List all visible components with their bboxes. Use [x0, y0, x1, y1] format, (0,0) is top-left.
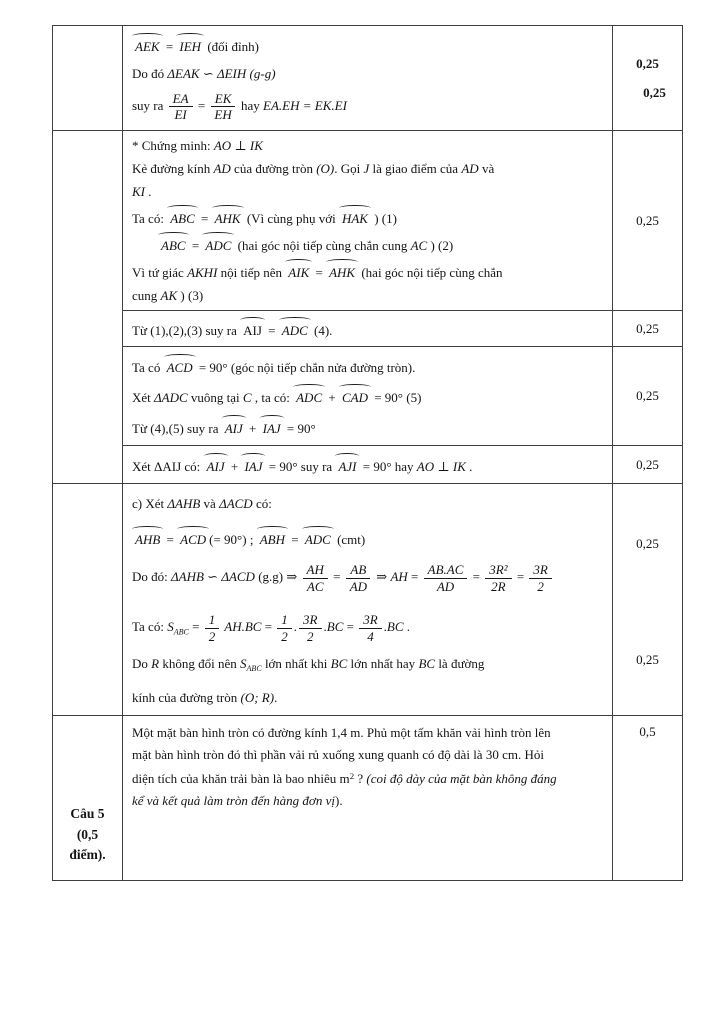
text-run: Do đó: [132, 569, 171, 585]
content-line [132, 493, 604, 514]
text-run: = 90° (góc nội tiếp chắn nửa đường tròn). [195, 359, 416, 375]
content-line [132, 452, 604, 477]
text-run: = [194, 97, 209, 113]
question-label-cell [53, 26, 123, 130]
angle-arc-notation: HAK [340, 204, 370, 229]
question-label-line: điểm). [69, 846, 106, 862]
points-value: 0,25 [636, 651, 659, 667]
content-line [132, 414, 604, 439]
math-variable: IK [249, 138, 263, 153]
answer-row [123, 346, 682, 445]
text-run: . [465, 459, 473, 474]
fraction [424, 562, 468, 594]
answer-content-cell [123, 446, 613, 483]
angle-arc-notation: ACD [165, 353, 195, 378]
math-variable: AC [410, 238, 428, 253]
text-run: Do đó [132, 65, 168, 81]
text-run: là đường [435, 655, 485, 671]
points-value: 0,25 [636, 212, 659, 228]
text-run: Từ (4),(5) suy ra [132, 421, 222, 437]
text-run: Ta có: [132, 619, 168, 634]
math-variable: J [363, 161, 370, 176]
fraction-numerator: AB.AC [424, 562, 468, 579]
text-run: . Gọi [334, 161, 364, 176]
text-run: ⊥ [231, 138, 250, 153]
text-run: ) (2) [427, 238, 454, 253]
fraction-numerator: EA [169, 91, 193, 108]
points-cell [613, 347, 682, 445]
points-cell [613, 26, 682, 130]
angle-arc-notation: ACD [178, 525, 208, 550]
points-value: 0,25 [636, 320, 659, 336]
fraction-denominator: 4 [367, 628, 374, 644]
fraction-numerator: 3R² [485, 562, 511, 579]
row-group [53, 26, 682, 130]
text-run: hay [237, 97, 264, 113]
content-line [132, 158, 604, 179]
text-run: lớn nhất hay [347, 655, 419, 671]
points-value: 0,25 [636, 456, 659, 472]
math-variable: ΔAHB [167, 495, 201, 511]
math-variable: kể và kết quả làm tròn đến hàng đơn vị [132, 792, 335, 808]
math-variable: ΔACD [219, 495, 253, 511]
text-run: = [197, 211, 212, 226]
text-run: nội tiếp nên [217, 265, 286, 280]
fraction-denominator: 2 [281, 628, 288, 644]
row-group-body [123, 716, 682, 880]
text-run: = 90° (5) [370, 390, 422, 406]
fraction [303, 562, 328, 594]
fraction-numerator: EK [211, 91, 236, 108]
subscript: ABC [246, 664, 262, 674]
text-run: Vì tứ giác [132, 265, 188, 280]
math-variable: BC [418, 655, 436, 671]
points-cell [613, 311, 682, 346]
text-run: (đối đỉnh) [204, 38, 259, 54]
text-run: ⇒ [373, 569, 391, 585]
answer-content-cell [123, 716, 613, 880]
math-variable: (O) [316, 161, 335, 176]
answer-row [123, 445, 682, 483]
angle-arc-notation: ABC [159, 231, 188, 256]
text-run: và [478, 161, 495, 176]
content-line [132, 561, 604, 595]
text-run: kính của đường tròn [132, 690, 241, 706]
content-line [132, 687, 604, 708]
text-run: Từ (1),(2),(3) suy ra [132, 323, 241, 338]
points-cell [613, 484, 682, 604]
text-run: = [343, 619, 358, 634]
text-run: . [323, 619, 327, 634]
math-variable: EA.EH = EK.EI [263, 97, 347, 113]
answer-content-cell [123, 484, 613, 604]
text-run: có: [252, 495, 272, 511]
content-line [132, 722, 604, 743]
math-variable: ΔACD [221, 569, 255, 585]
text-run: Một mặt bàn hình tròn có đường kính 1,4 m. Phủ một tấm khăn vải hình tròn lên [132, 725, 551, 740]
fraction [205, 612, 220, 644]
fraction [169, 91, 193, 123]
content-line [132, 204, 604, 229]
row-group [53, 715, 682, 880]
fraction-denominator: 2 [208, 628, 216, 644]
math-variable: IK [452, 459, 466, 474]
row-group [53, 483, 682, 715]
fraction-numerator: 1 [205, 612, 220, 629]
fraction-denominator: AD [349, 578, 368, 594]
angle-arc-notation: CAD [340, 383, 370, 408]
fraction-numerator: 3R [529, 562, 551, 579]
text-run: ⊥ [434, 459, 453, 474]
text-run: là giao điểm của [369, 161, 462, 176]
math-variable: C [242, 390, 252, 406]
math-variable: (coi độ dày của mặt bàn không đáng [366, 770, 557, 786]
math-variable: AD [461, 161, 479, 176]
text-run: . [403, 619, 411, 634]
text-run: (g.g) ⇒ [254, 569, 301, 585]
content-line [132, 611, 604, 645]
math-variable: (O; R) [240, 690, 275, 706]
row-group-body [123, 484, 682, 715]
math-variable: AO [416, 459, 435, 474]
text-run: = [513, 569, 528, 585]
math-variable: (g-g) [249, 65, 276, 81]
content-line [132, 383, 604, 408]
text-run: vuông tại [187, 390, 243, 406]
text-run: ). [334, 792, 343, 808]
fraction [529, 562, 551, 594]
content-line [132, 790, 604, 811]
content-line [132, 525, 604, 550]
text-run: (hai góc nội tiếp cùng chắn [358, 265, 503, 280]
math-variable: KI [132, 184, 145, 199]
question-label-line: Câu 5 [70, 806, 105, 822]
answer-content-cell [123, 347, 613, 445]
answer-content-cell [123, 604, 613, 715]
fraction-numerator: AB [346, 562, 370, 579]
content-line [132, 353, 604, 378]
answer-table [52, 25, 683, 881]
math-variable: BC [386, 619, 404, 634]
content-line [132, 258, 604, 283]
angle-arc-notation: AHK [327, 258, 357, 283]
text-run: diện tích của khăn trải bàn là bao nhiêu m [132, 770, 350, 786]
text-run: ∽ [203, 569, 222, 585]
math-variable: ΔEAK [167, 65, 200, 81]
text-run: ) (3) [177, 288, 204, 303]
math-variable: AK [160, 288, 178, 303]
text-run: = [188, 619, 203, 634]
text-run: = [261, 619, 276, 634]
angle-arc-notation: AJI [336, 452, 358, 477]
answer-row [123, 310, 682, 346]
text-run: Do [132, 655, 152, 671]
content-line [132, 766, 604, 789]
angle-arc-notation: AIJ [241, 316, 264, 341]
superscript: 2 [349, 771, 355, 781]
text-run: Xét [132, 390, 155, 406]
points-value: 0,25 [643, 84, 666, 100]
points-cell [613, 446, 682, 483]
text-run: = [329, 569, 344, 585]
angle-arc-notation: IEH [177, 32, 203, 57]
points-cell [613, 131, 682, 310]
answer-content-cell [123, 311, 613, 346]
points-value: 0,25 [636, 388, 659, 403]
text-run: c) Xét [132, 495, 168, 511]
fraction-numerator: AH [303, 562, 328, 579]
content-line [132, 231, 604, 256]
text-run: (= 90°) ; [209, 531, 257, 547]
fraction-denominator: AC [306, 578, 324, 594]
answer-content-cell [123, 131, 613, 310]
fraction [277, 612, 292, 644]
answer-row [123, 604, 682, 715]
question-label-line: (0,5 [76, 826, 99, 842]
content-line [132, 63, 604, 84]
text-run: Kẻ đường kính [132, 161, 214, 176]
fraction [359, 612, 381, 644]
text-run: = [163, 531, 178, 547]
text-run: ) (1) [370, 211, 397, 226]
math-variable: ΔAHB [171, 569, 204, 585]
angle-arc-notation: IAJ [261, 414, 283, 439]
text-run: ∽ [199, 65, 217, 81]
math-variable: AH [390, 569, 408, 585]
angle-arc-notation: ABC [168, 204, 197, 229]
text-run: cung [132, 288, 161, 303]
text-run: của đường tròn [230, 161, 317, 176]
text-run: = [264, 323, 279, 338]
fraction [485, 562, 511, 594]
math-variable: AKHI [187, 265, 218, 280]
text-run: = [162, 38, 177, 54]
row-group-body [123, 131, 682, 483]
math-variable: S [167, 619, 174, 634]
answer-row [123, 484, 682, 604]
angle-arc-notation: ADC [203, 231, 233, 256]
content-line [132, 285, 604, 306]
text-run: + [245, 421, 260, 437]
text-run: và [200, 495, 220, 511]
row-group [53, 130, 682, 483]
text-run: (cmt) [333, 531, 366, 547]
angle-arc-notation: AIJ [205, 452, 227, 477]
fraction-denominator: 2R [491, 578, 506, 594]
angle-arc-notation: ABH [258, 525, 287, 550]
math-variable: R [151, 655, 160, 671]
text-run: * Chứng minh: [132, 138, 214, 153]
math-variable: AH.BC [221, 619, 262, 634]
points-value: 0,25 [636, 536, 659, 551]
text-run: = [407, 569, 422, 585]
points-cell [613, 716, 682, 880]
angle-arc-notation: AIK [286, 258, 311, 283]
content-line [132, 653, 604, 679]
fraction-numerator: 1 [277, 612, 292, 629]
text-run: + [227, 459, 242, 474]
angle-arc-notation: AIJ [223, 414, 245, 439]
angle-arc-notation: AEK [133, 32, 162, 57]
points-value: 0,5 [639, 724, 656, 739]
text-run: . [293, 619, 298, 634]
math-variable: ΔADC [154, 390, 188, 406]
fraction [346, 562, 371, 594]
text-run: = [188, 238, 203, 253]
angle-arc-notation: IAJ [242, 452, 264, 477]
text-run: (hai góc nội tiếp cùng chắn cung [234, 238, 411, 253]
content-line [132, 135, 604, 156]
answer-content-cell [123, 26, 613, 130]
question-label-cell [53, 484, 123, 715]
fraction-denominator: EI [174, 107, 187, 123]
text-run: Ta có [132, 359, 164, 375]
fraction-denominator: AD [436, 578, 455, 594]
math-variable: AO [213, 138, 232, 153]
fraction-numerator: 3R [299, 612, 321, 629]
content-line [132, 90, 604, 124]
text-run: . [145, 184, 152, 199]
text-run: không đổi nên [159, 655, 240, 671]
angle-arc-notation: AHB [133, 525, 162, 550]
points-value: 0,25 [636, 55, 659, 71]
math-variable: AD [213, 161, 231, 176]
angle-arc-notation: ADC [294, 383, 324, 408]
text-run: Ta có: [132, 211, 168, 226]
text-run: (4). [310, 323, 333, 338]
text-run: = 90° [283, 421, 316, 437]
text-run: lớn nhất khi [261, 655, 331, 671]
text-run: ? [354, 770, 367, 786]
angle-arc-notation: ADC [280, 316, 310, 341]
fraction-denominator: EH [214, 107, 232, 123]
content-line [132, 32, 604, 57]
text-run: (Vì cùng phụ với [243, 211, 339, 226]
text-run: = [287, 531, 302, 547]
question-label-cell [53, 716, 123, 880]
answer-row [123, 26, 682, 130]
text-run: + [325, 390, 339, 406]
answer-row [123, 131, 682, 310]
fraction-denominator: 2 [537, 578, 544, 594]
text-run: = [469, 569, 484, 585]
question-label-cell [53, 131, 123, 483]
angle-arc-notation: AHK [213, 204, 243, 229]
text-run: . [274, 690, 278, 706]
text-run: , ta có: [251, 390, 294, 406]
math-variable: BC [330, 655, 348, 671]
math-variable: S [239, 655, 247, 671]
text-run: = 90° suy ra [265, 459, 336, 474]
fraction [299, 612, 321, 644]
text-run: = [312, 265, 327, 280]
text-run: suy ra [132, 97, 167, 113]
text-run: = 90° hay [359, 459, 417, 474]
text-run: mặt bàn hình tròn đó thì phần vải rủ xuống xung quanh có độ dài là 30 cm. Hỏi [132, 747, 544, 762]
content-line [132, 744, 604, 765]
text-run: . [383, 619, 387, 634]
math-variable: ΔEIH [216, 65, 247, 81]
subscript: ABC [173, 627, 189, 637]
math-variable: BC [326, 619, 344, 634]
content-line [132, 316, 604, 341]
content-line [132, 181, 604, 202]
fraction-denominator: 2 [307, 628, 314, 644]
points-cell [613, 604, 682, 715]
fraction [210, 91, 235, 123]
text-run: Xét ΔAIJ có: [132, 459, 204, 474]
fraction-numerator: 3R [359, 612, 381, 629]
angle-arc-notation: ADC [303, 525, 333, 550]
answer-row [123, 716, 682, 880]
row-group-body [123, 26, 682, 130]
